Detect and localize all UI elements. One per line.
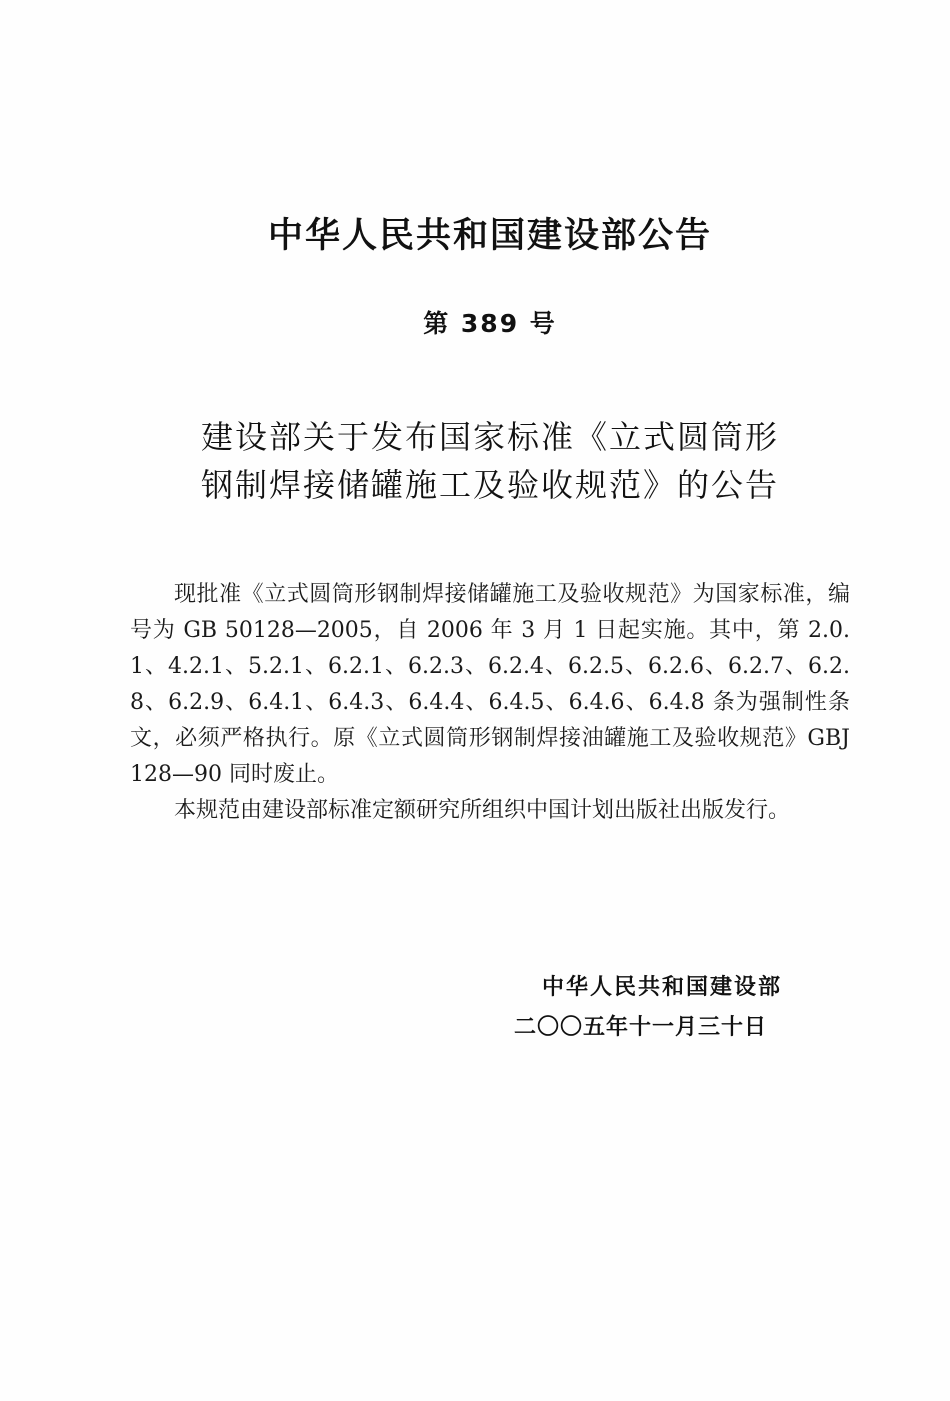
signature-block xyxy=(500,968,830,1048)
announcement-subtitle xyxy=(0,413,950,509)
announcement-title: 中华人民共和国建设部公告 xyxy=(267,216,712,256)
subtitle-line-2: 钢制焊接储罐施工及验收规范》的公告 xyxy=(200,466,779,504)
body-paragraph-2: 本规范由建设部标准定额研究所组织中国计划出版社出版发行。 xyxy=(174,798,791,823)
announcement-body xyxy=(130,577,850,829)
subtitle-line-1: 建设部关于发布国家标准《立式圆筒形 xyxy=(200,418,779,456)
signature-date: 二〇〇五年十一月三十日 xyxy=(514,1015,768,1040)
body-paragraph-1: 现批准《立式圆筒形钢制焊接储罐施工及验收规范》为国家标准，编号为 GB 50128—2005，自 2006 年 3 月 1 日起实施。其中，第 2.0.1、4.2.1、5.2.1、6.2.1、6.2.3、6.2.4、6.2.5、6.2.6、6.2.7、6.2.8、6.2.9、6.4.1、6.4.3、6.4.4、6.4.5、6.4.6、6.4.8 条为强制性条文，必须严格执行。原《立式圆筒形钢制焊接油罐施工及验收规范》GBJ 128—90 同时废止。 xyxy=(130,582,850,787)
signature-organization: 中华人民共和国建设部 xyxy=(542,975,783,1000)
announcement-number: 第 389 号 xyxy=(423,309,557,338)
